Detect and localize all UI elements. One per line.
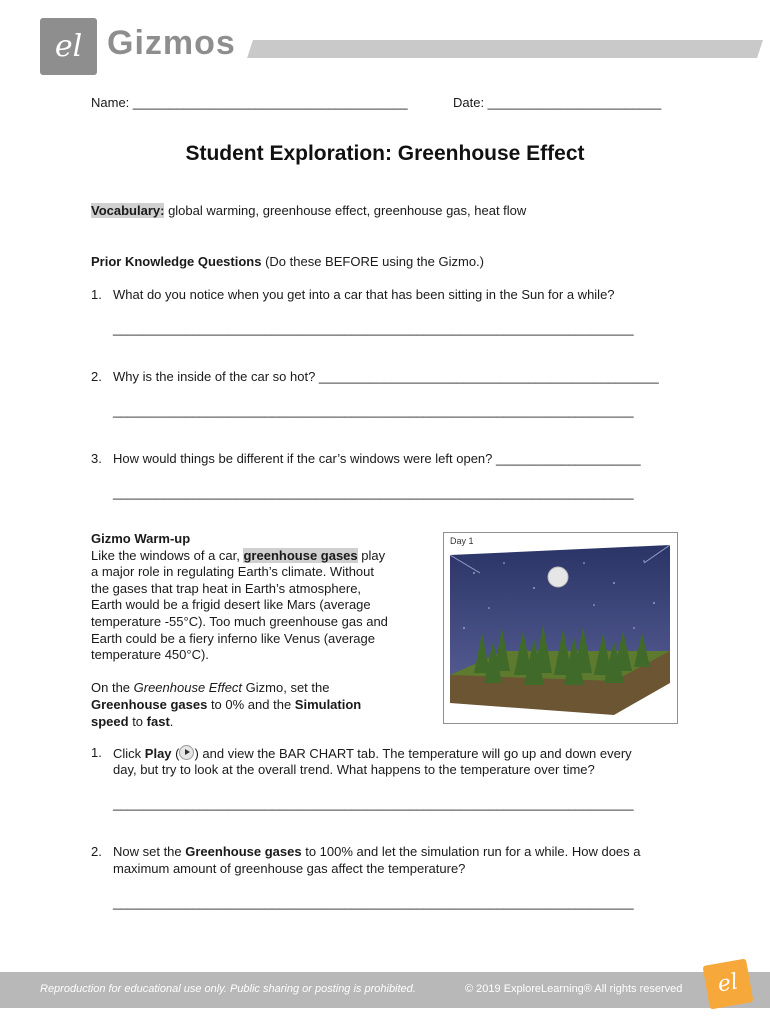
warmup-heading: Gizmo Warm-up bbox=[91, 531, 191, 546]
greenhouse-simulation-image bbox=[443, 532, 678, 724]
step-1-line1 bbox=[113, 745, 632, 762]
p2-gizmo-name: Greenhouse Effect bbox=[133, 680, 243, 696]
warmup-p1-line: the gases that trap heat in Earth’s atmosphere, bbox=[91, 580, 362, 596]
step-2-number: 2. bbox=[91, 844, 102, 859]
p2-greenhouse-gases: Greenhouse gases bbox=[91, 696, 208, 712]
brand-name: Gizmos bbox=[107, 24, 236, 62]
warmup-p1-line: temperature -55°C). Too much greenhouse gas and bbox=[91, 613, 388, 629]
question-3-text: How would things be different if the car’s windows were left open? ____________________ bbox=[113, 451, 641, 466]
name-field: Name: ______________________________________ bbox=[91, 95, 408, 110]
prior-label: Prior Knowledge Questions bbox=[91, 254, 262, 269]
p2-c2: to 0% and the bbox=[207, 696, 295, 712]
vocabulary bbox=[91, 203, 526, 219]
p2-d2: to bbox=[128, 713, 147, 729]
question-2-text: Why is the inside of the car so hot? _______________________________________________ bbox=[113, 369, 659, 384]
answer-line-step-1: ________________________________________________________________________ bbox=[113, 796, 634, 811]
question-3-number: 3. bbox=[91, 451, 102, 466]
vocabulary-label: Vocabulary: bbox=[91, 203, 165, 218]
step-2-c: to 100% and let the simulation run for a while. How does a bbox=[301, 844, 641, 859]
step-1-d: ) and view the BAR CHART tab. The temperature will go up and down every bbox=[194, 746, 632, 761]
step-1-number: 1. bbox=[91, 745, 102, 760]
explorelearning-logo bbox=[703, 959, 754, 1010]
warmup-p1-a: Like the windows of a car, bbox=[91, 547, 244, 563]
forest-scene-illustration bbox=[444, 533, 677, 723]
footer-copyright: © 2019 ExploreLearning® All rights reserved bbox=[465, 983, 683, 995]
prior-knowledge-heading bbox=[91, 254, 484, 270]
vocabulary-terms: global warming, greenhouse effect, greenhouse gas, heat flow bbox=[164, 203, 527, 218]
step-2-greenhouse-gases: Greenhouse gases bbox=[185, 844, 302, 859]
greenhouse-gases-highlight: greenhouse gases bbox=[243, 547, 358, 563]
warmup-p1-b: play bbox=[357, 547, 386, 563]
warmup-p2-line3 bbox=[91, 714, 431, 731]
footer-logo-mark: el bbox=[715, 969, 740, 998]
step-1-a: Click bbox=[113, 746, 145, 761]
page-title: Student Exploration: Greenhouse Effect bbox=[185, 142, 585, 165]
step-2-line2: maximum amount of greenhouse gas affect the temperature? bbox=[113, 861, 466, 876]
warmup-p1-line: Earth would be a frigid desert like Mars (average bbox=[91, 597, 371, 613]
question-1-text: What do you notice when you get into a car that has been sitting in the Sun for a while? bbox=[113, 287, 615, 302]
play-icon bbox=[179, 745, 194, 760]
step-1-play: Play bbox=[144, 746, 172, 761]
day-label: Day 1 bbox=[450, 536, 474, 546]
step-1-c: ( bbox=[171, 746, 180, 761]
date-field: Date: ________________________ bbox=[453, 95, 662, 110]
step-2-a: Now set the bbox=[113, 844, 186, 859]
logo-mark: el bbox=[54, 29, 83, 64]
step-1-line2: day, but try to look at the overall trend. What happens to the temperature over time? bbox=[113, 762, 595, 777]
warmup-p1-line: Earth could be a fiery inferno like Venus (average bbox=[91, 630, 376, 646]
warmup-p1-first bbox=[91, 548, 431, 565]
warmup-section bbox=[91, 531, 431, 730]
warmup-p2-line2 bbox=[91, 697, 431, 714]
footer-disclaimer: Reproduction for educational use only. Public sharing or posting is prohibited. bbox=[40, 983, 416, 995]
answer-line-step-2: ________________________________________________________________________ bbox=[113, 895, 634, 910]
p2-speed: speed bbox=[91, 713, 129, 729]
p2-fast: fast bbox=[146, 713, 170, 729]
header-bar bbox=[247, 40, 763, 58]
answer-line-3: ________________________________________________________________________ bbox=[113, 485, 634, 500]
p2-d4: . bbox=[169, 713, 174, 729]
gizmos-logo bbox=[40, 18, 97, 75]
step-2-line1 bbox=[113, 844, 641, 860]
p2-b: Gizmo, set the bbox=[242, 680, 330, 696]
question-2-number: 2. bbox=[91, 369, 102, 384]
prior-note: (Do these BEFORE using the Gizmo.) bbox=[261, 254, 484, 269]
warmup-p1-line: temperature 450°C). bbox=[91, 647, 209, 663]
answer-line-1: ________________________________________________________________________ bbox=[113, 321, 634, 336]
answer-line-2: ________________________________________________________________________ bbox=[113, 403, 634, 418]
p2-a: On the bbox=[91, 680, 134, 696]
p2-simulation: Simulation bbox=[294, 696, 362, 712]
question-1-number: 1. bbox=[91, 287, 102, 302]
warmup-p1-line: a major role in regulating Earth’s climate. Without bbox=[91, 564, 374, 580]
warmup-p2-line1 bbox=[91, 680, 431, 697]
